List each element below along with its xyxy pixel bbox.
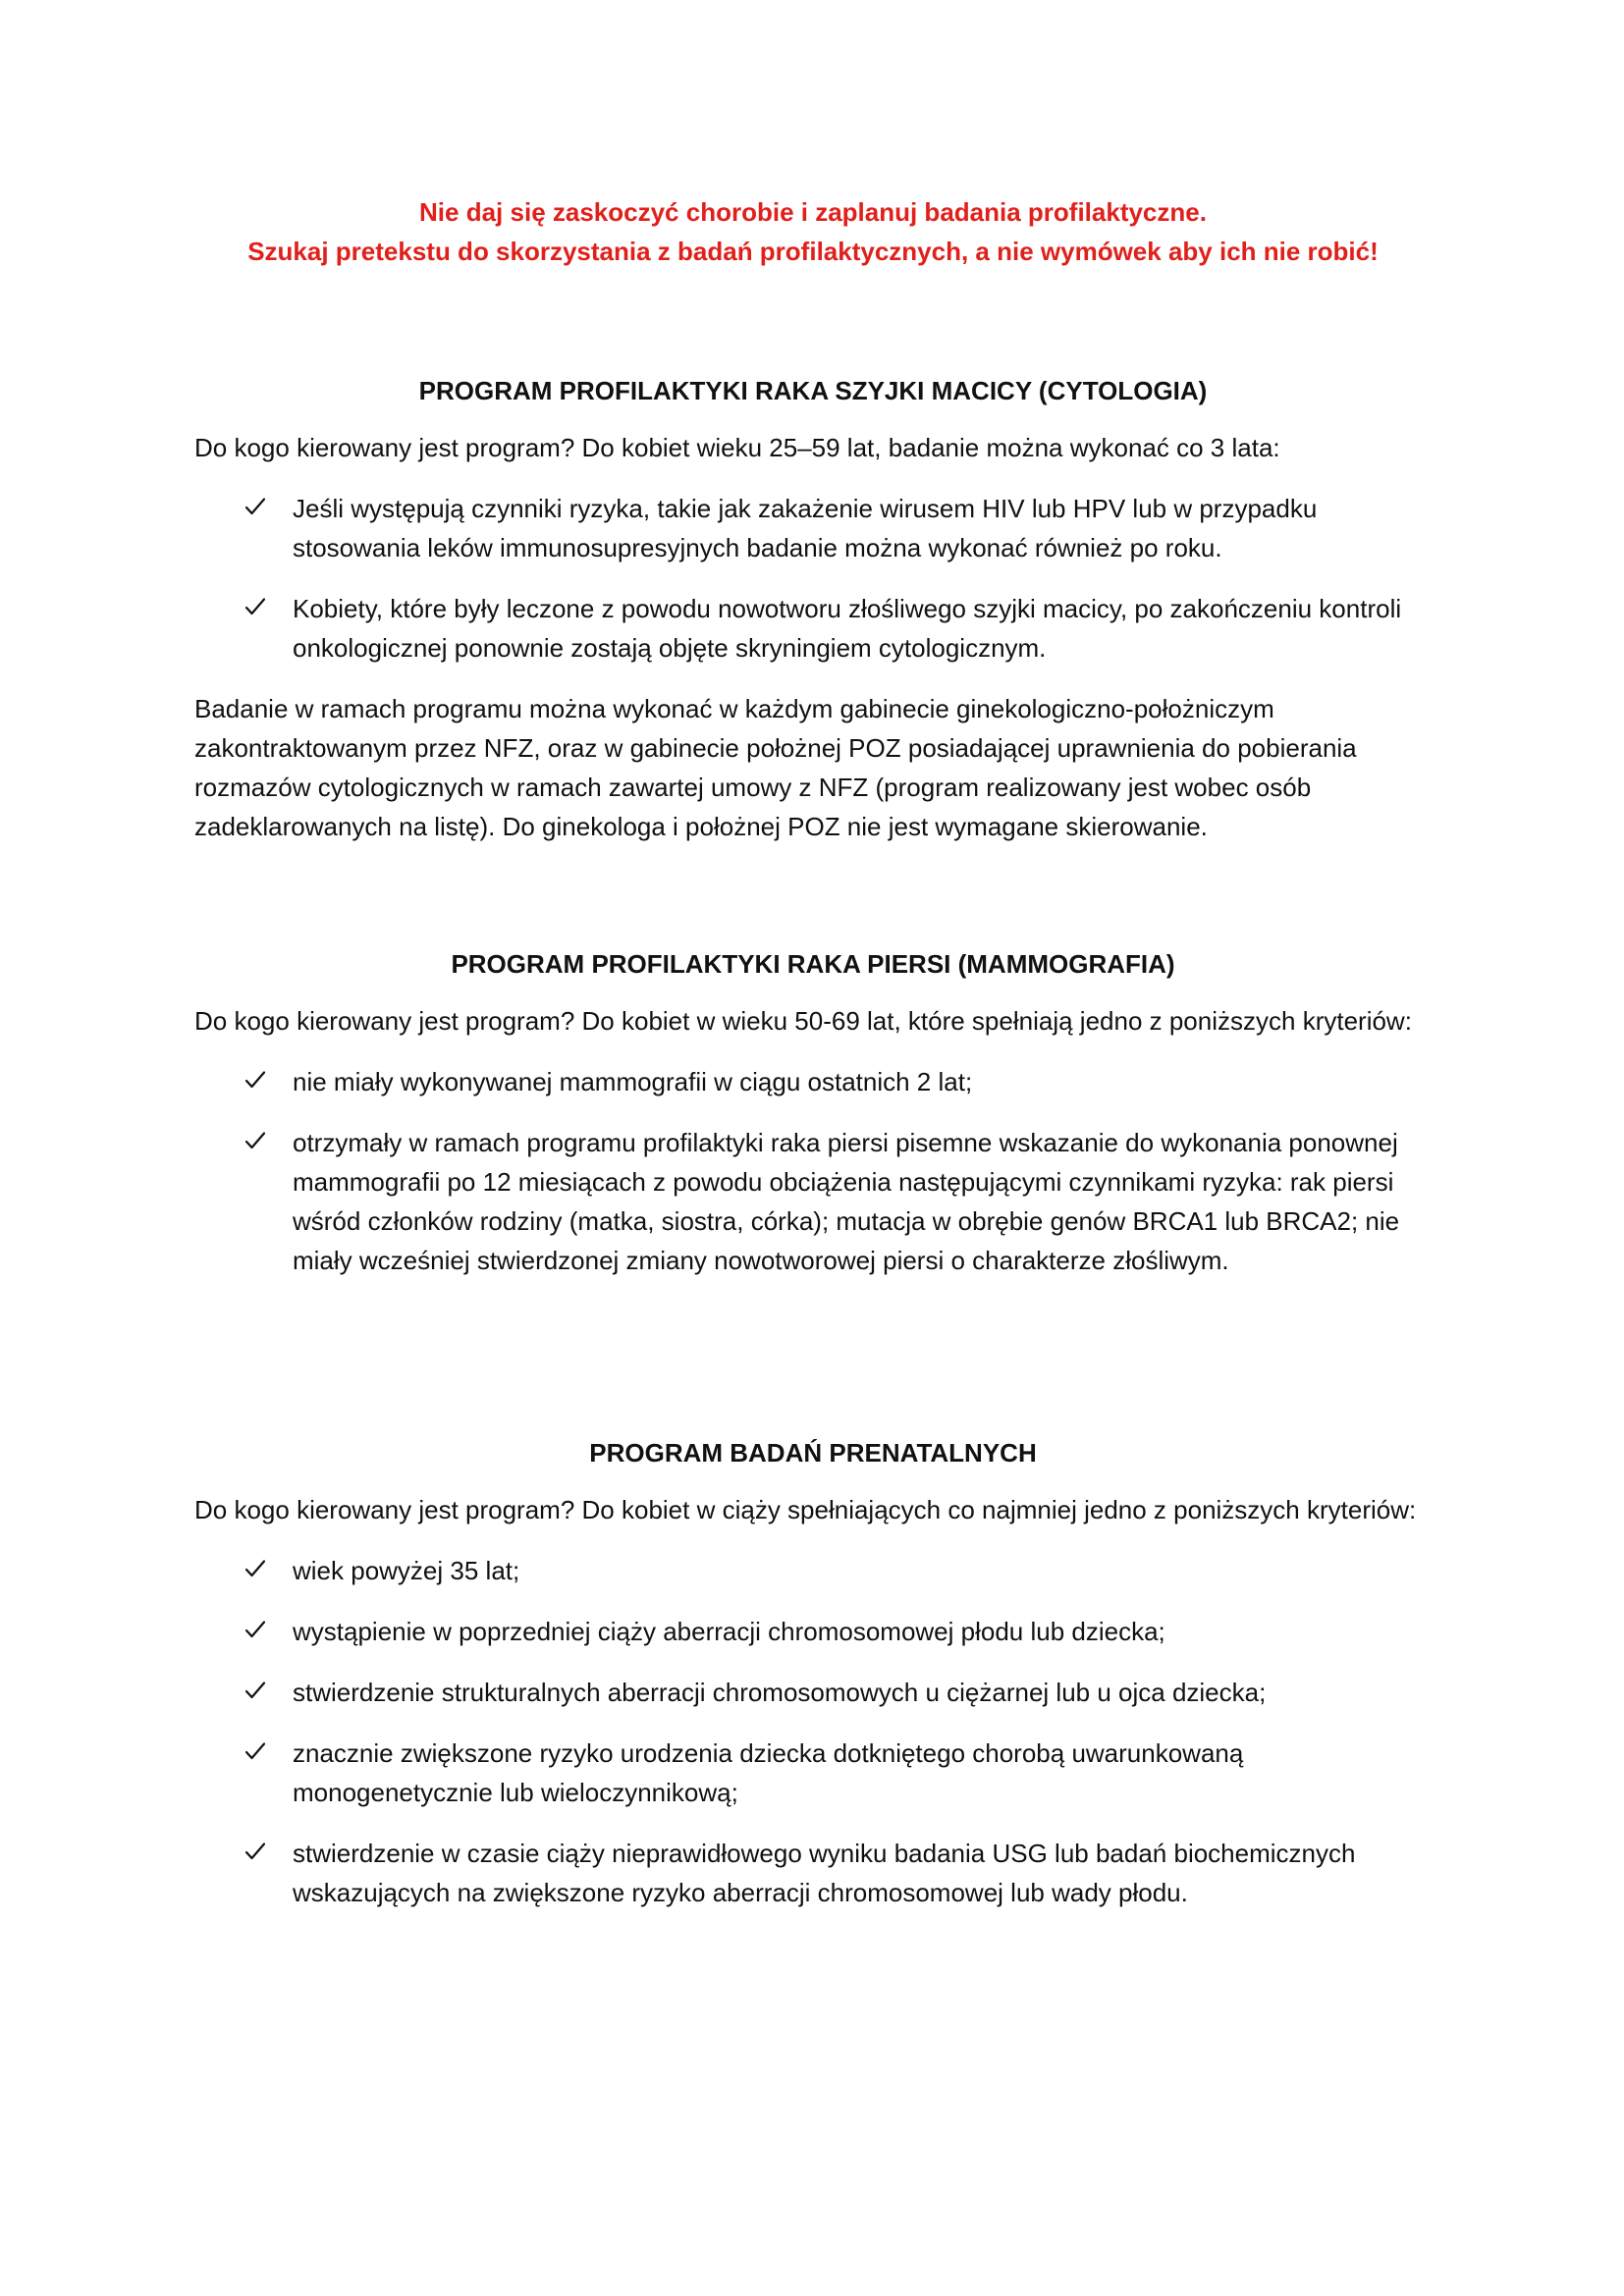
list-item xyxy=(194,1551,1432,1590)
checkmark-icon xyxy=(245,1673,267,1712)
list-item-text: stwierdzenie w czasie ciąży nieprawidłowego wyniku badania USG lub badań biochemicznych wskazujących na zwiększone ryzyko aberracji chromosomowej lub wady płodu. xyxy=(293,1839,1356,1907)
checkmark-icon xyxy=(245,1734,267,1773)
section-title: PROGRAM PROFILAKTYKI RAKA SZYJKI MACICY (CYTOLOGIA) xyxy=(418,376,1208,405)
criteria-list xyxy=(194,489,1432,667)
section-cervical-cancer xyxy=(194,371,1432,846)
section-lead: Do kogo kierowany jest program? Do kobiet wieku 25–59 lat, badanie można wykonać co 3 lata: xyxy=(194,433,1280,462)
section-breast-cancer xyxy=(194,944,1432,1280)
section-lead: Do kogo kierowany jest program? Do kobiet w ciąży spełniających co najmniej jedno z poniższych kryteriów: xyxy=(194,1495,1417,1524)
checkmark-icon xyxy=(245,489,267,528)
section-closing: Badanie w ramach programu można wykonać w każdym gabinecie ginekologiczno-położniczym zakontraktowanym przez NFZ, oraz w gabinecie położnej POZ posiadającej uprawnienia do pobierania rozmazów cytologicznych w ramach zawartej umowy z NFZ (program realizowany jest wobec osób zadeklarowanych na listę). Do ginekologa i położnej POZ nie jest wymagane skierowanie. xyxy=(194,694,1357,841)
list-item-text: Jeśli występują czynniki ryzyka, takie jak zakażenie wirusem HIV lub HPV lub w przypadku stosowania leków immunosupresyjnych badanie można wykonać również po roku. xyxy=(293,494,1318,562)
checkmark-icon xyxy=(245,1551,267,1590)
list-item xyxy=(194,1834,1432,1912)
checkmark-icon xyxy=(245,1612,267,1651)
section-prenatal xyxy=(194,1433,1432,1912)
list-item xyxy=(194,1612,1432,1651)
intro-banner xyxy=(194,192,1432,271)
checkmark-icon xyxy=(245,589,267,628)
list-item-text: otrzymały w ramach programu profilaktyki raka piersi pisemne wskazanie do wykonania ponownej mammografii po 12 miesiącach z powodu obciążenia następującymi czynnikami ryzyka: rak piersi wśród członków rodziny (matka, siostra, córka); mutacja w obrębie genów BRCA1 lub BRCA2; nie miały wcześniej stwierdzonej zmiany nowotworowej piersi o charakterze złośliwym. xyxy=(293,1128,1400,1275)
checkmark-icon xyxy=(245,1062,267,1101)
section-title: PROGRAM BADAŃ PRENATALNYCH xyxy=(589,1438,1037,1468)
section-title: PROGRAM PROFILAKTYKI RAKA PIERSI (MAMMOGRAFIA) xyxy=(451,949,1175,979)
list-item xyxy=(194,1062,1432,1101)
intro-line-2: Szukaj pretekstu do skorzystania z badań profilaktycznych, a nie wymówek aby ich nie robić! xyxy=(247,237,1379,266)
list-item-text: nie miały wykonywanej mammografii w ciągu ostatnich 2 lat; xyxy=(293,1067,973,1096)
section-lead: Do kogo kierowany jest program? Do kobiet w wieku 50-69 lat, które spełniają jedno z poniższych kryteriów: xyxy=(194,1006,1412,1036)
list-item xyxy=(194,489,1432,567)
criteria-list xyxy=(194,1062,1432,1280)
intro-line-1: Nie daj się zaskoczyć chorobie i zaplanuj badania profilaktyczne. xyxy=(419,197,1207,227)
list-item xyxy=(194,1673,1432,1712)
checkmark-icon xyxy=(245,1834,267,1873)
list-item xyxy=(194,1734,1432,1812)
list-item xyxy=(194,589,1432,667)
list-item-text: wiek powyżej 35 lat; xyxy=(293,1556,520,1585)
list-item-text: wystąpienie w poprzedniej ciąży aberracji chromosomowej płodu lub dziecka; xyxy=(293,1617,1165,1646)
list-item-text: Kobiety, które były leczone z powodu nowotworu złośliwego szyjki macicy, po zakończeniu kontroli onkologicznej ponownie zostają objęte skryningiem cytologicznym. xyxy=(293,594,1402,663)
list-item-text: stwierdzenie strukturalnych aberracji chromosomowych u ciężarnej lub u ojca dziecka; xyxy=(293,1678,1267,1707)
checkmark-icon xyxy=(245,1123,267,1162)
criteria-list xyxy=(194,1551,1432,1912)
list-item xyxy=(194,1123,1432,1280)
list-item-text: znacznie zwiększone ryzyko urodzenia dziecka dotkniętego chorobą uwarunkowaną monogenetycznie lub wieloczynnikową; xyxy=(293,1738,1244,1807)
